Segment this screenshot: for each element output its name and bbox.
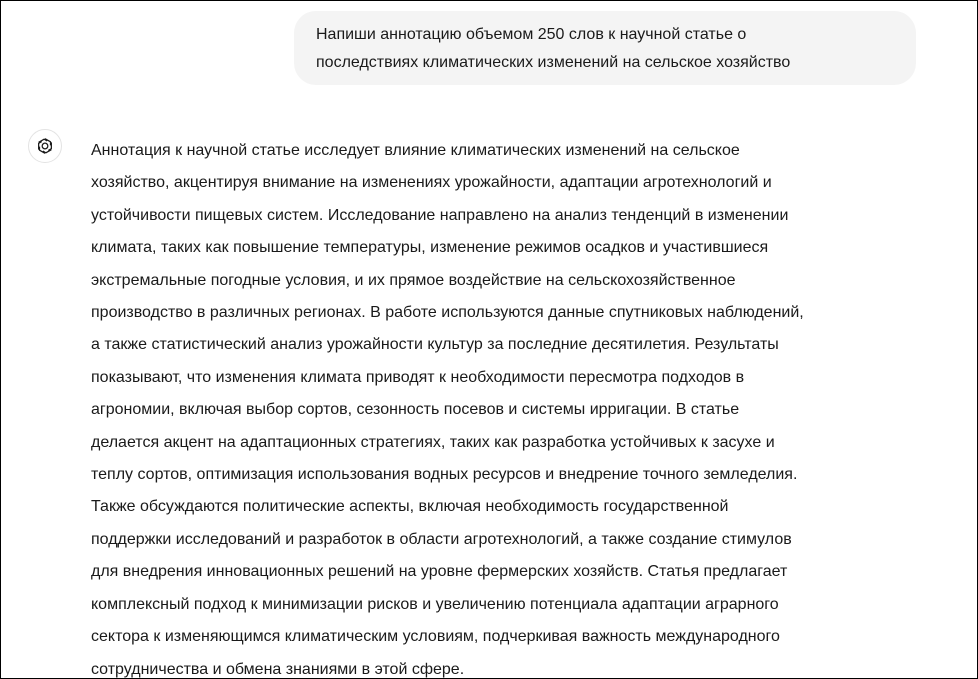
assistant-message-line: Также обсуждаются политические аспекты, включая необходимость государственной bbox=[91, 498, 729, 516]
user-message-line: последствиях климатических изменений на сельское хозяйство bbox=[316, 54, 791, 71]
assistant-message-line: сектора к изменяющимся климатическим условиям, подчеркивая важность международного bbox=[91, 628, 780, 646]
user-message-bubble bbox=[294, 11, 916, 85]
assistant-message-line: поддержки исследований и разработок в области агротехнологий, а также создание стимулов bbox=[91, 530, 792, 548]
assistant-message-line: теплу сортов, оптимизация использования водных ресурсов и внедрение точного земледелия. bbox=[91, 466, 798, 484]
assistant-message-line: Аннотация к научной статье исследует влияние климатических изменений на сельское bbox=[91, 142, 740, 159]
user-message-line: Напиши аннотацию объемом 250 слов к научной статье о bbox=[316, 26, 747, 43]
assistant-message-line: показывают, что изменения климата приводят к необходимости пересмотра подходов в bbox=[91, 368, 745, 386]
assistant-message-line: комплексный подход к минимизации рисков и увеличению потенциала адаптации аграрного bbox=[91, 595, 779, 613]
assistant-avatar bbox=[28, 129, 62, 163]
assistant-message-line: устойчивости пищевых систем. Исследование направлено на анализ тенденций в изменении bbox=[91, 206, 789, 224]
assistant-message-line: сотрудничества и обмена знаниями в этой сфере. bbox=[91, 660, 465, 678]
assistant-message-line: производство в различных регионах. В работе используются данные спутниковых наблюдений, bbox=[91, 304, 804, 322]
assistant-message-line: для внедрения инновационных решений на уровне фермерских хозяйств. Статья предлагает bbox=[91, 563, 788, 581]
assistant-message-line: климата, таких как повышение температуры, изменение режимов осадков и участившиеся bbox=[91, 239, 769, 257]
assistant-message-line: агрономии, включая выбор сортов, сезонность посевов и системы ирригации. В статье bbox=[91, 401, 740, 419]
openai-logo-icon bbox=[35, 136, 55, 156]
assistant-message-line: экстремальные погодные условия, и их прямое воздействие на сельскохозяйственное bbox=[91, 271, 736, 289]
assistant-message bbox=[91, 135, 951, 679]
assistant-message-line: хозяйство, акцентируя внимание на изменениях урожайности, адаптации агротехнологий и bbox=[91, 174, 772, 192]
assistant-message-line: а также статистический анализ урожайности культур за последние десятилетия. Результаты bbox=[91, 336, 779, 354]
assistant-message-line: делается акцент на адаптационных стратегиях, таких как разработка устойчивых к засухе и bbox=[91, 433, 775, 451]
